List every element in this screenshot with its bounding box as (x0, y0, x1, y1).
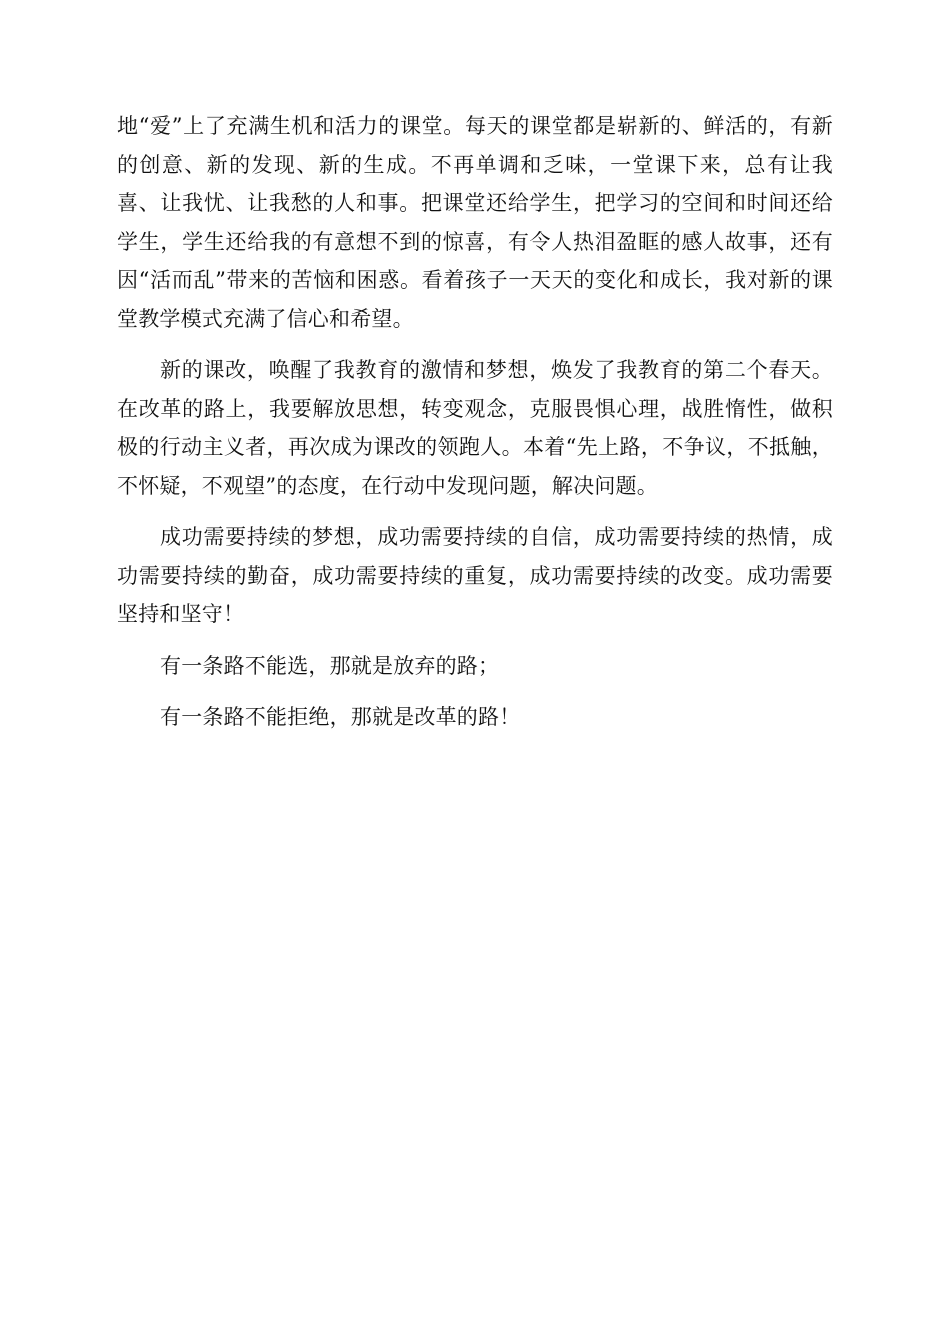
document-body (117, 107, 833, 750)
paragraph-3: 成功需要持续的梦想，成功需要持续的自信，成功需要持续的热情，成功需要持续的勤奋，成功需要持续的重复，成功需要持续的改变。成功需要坚持和坚守！ (117, 525, 833, 626)
paragraph-5: 有一条路不能拒绝，那就是改革的路！ (160, 705, 521, 729)
paragraph-4: 有一条路不能选，那就是放弃的路； (160, 653, 500, 678)
paragraph-1: 地“爱”上了充满生机和活力的课堂。每天的课堂都是崭新的、鲜活的，有新的创意、新的发现、新的生成。不再单调和乏味，一堂课下来，总有让我喜、让我忧、让我愁的人和事。把课堂还给学生，把学习的空间和时间还给学生，学生还给我的有意想不到的惊喜，有令人热泪盈眶的感人故事，还有因“活而乱”带来的苦恼和困惑。看着孩子一天天的变化和成长，我对新的课堂教学模式充满了信心和希望。 (117, 114, 833, 331)
paragraph-2: 新的课改，唤醒了我教育的激情和梦想，焕发了我教育的第二个春天。在改革的路上，我要解放思想，转变观念，克服畏惧心理，战胜惰性，做积极的行动主义者，再次成为课改的领跑人。本着“先上路，不争议，不抵触，不怀疑，不观望”的态度，在行动中发现问题，解决问题。 (117, 358, 833, 498)
